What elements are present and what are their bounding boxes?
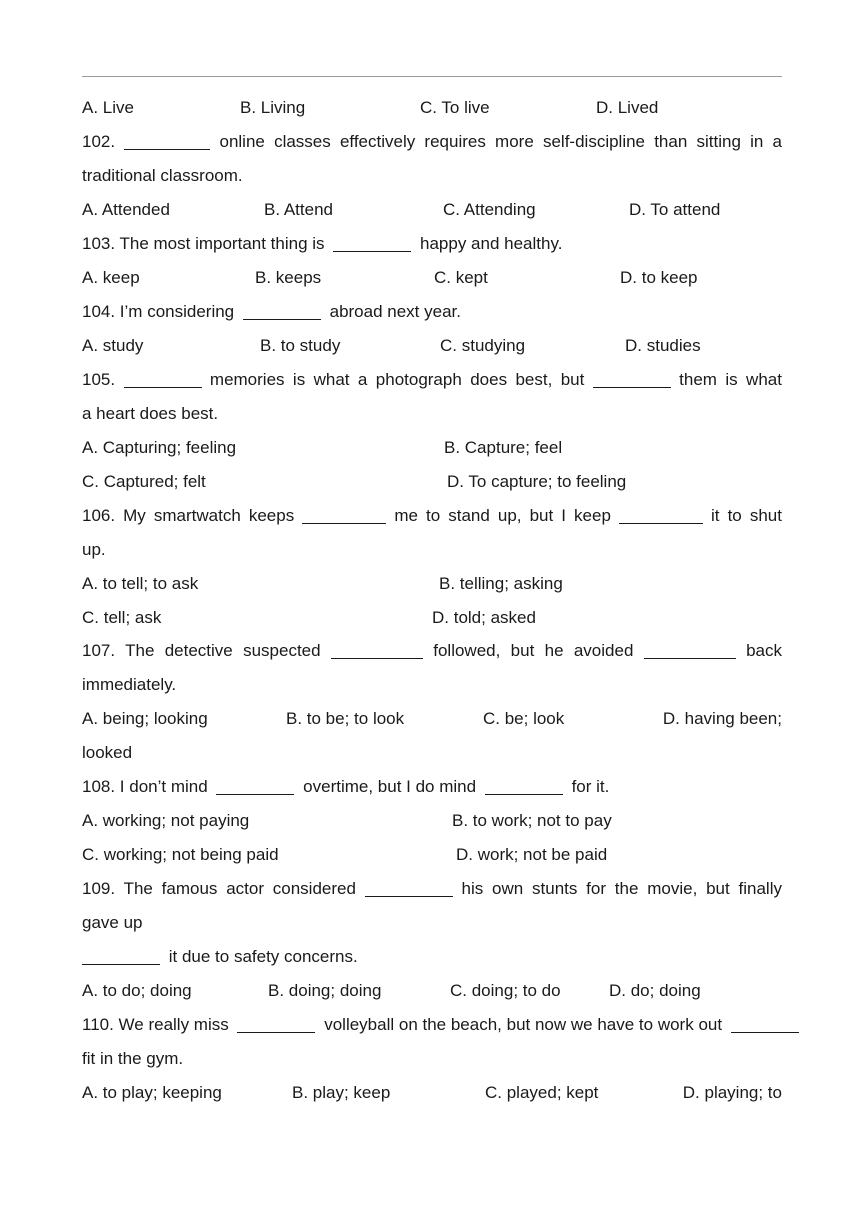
q102-option-b: B. Attend	[264, 200, 333, 219]
q109-text-after: his own stunts for the movie, but finally	[461, 879, 782, 898]
q110-question-line2: fit in the gym.	[82, 1049, 184, 1068]
q102-option-c: C. Attending	[443, 200, 536, 219]
q107-option-d-wrap: looked	[82, 743, 133, 762]
q107-option-a: A. being; looking	[82, 709, 208, 728]
q102-question-line2: traditional classroom.	[82, 166, 243, 185]
q109-text-line3: it due to safety concerns.	[168, 947, 358, 966]
q104-option-d: D. studies	[625, 336, 701, 355]
q108-option-b: B. to work; not to pay	[452, 811, 612, 830]
q108-option-a: A. working; not paying	[82, 811, 250, 830]
q104-options	[82, 329, 782, 363]
q106-option-c: C. tell; ask	[82, 608, 162, 627]
q106-question	[82, 499, 782, 533]
q105-options-row2	[82, 465, 782, 499]
q105-option-c: C. Captured; felt	[82, 472, 206, 491]
q110-blank-1[interactable]	[237, 1012, 315, 1033]
q108-text-after: for it.	[571, 777, 610, 796]
q104-option-b: B. to study	[260, 336, 341, 355]
q105-blank-1[interactable]	[124, 367, 202, 388]
q107-option-d: D. having been;	[662, 709, 782, 728]
q110-option-d: D. playing; to	[682, 1083, 782, 1102]
q107-blank-1[interactable]	[331, 638, 423, 659]
q108-blank-1[interactable]	[216, 774, 294, 795]
q109-option-c: C. doing; to do	[450, 981, 561, 1000]
q107-text-middle: followed, but he avoided	[433, 641, 634, 660]
q110-options	[82, 1076, 782, 1110]
q106-text-before: 106. My smartwatch keeps	[82, 506, 295, 525]
q103-option-c: C. kept	[434, 268, 488, 287]
q110-option-a: A. to play; keeping	[82, 1083, 222, 1102]
q109-option-b: B. doing; doing	[268, 981, 382, 1000]
q105-option-b: B. Capture; feel	[444, 438, 563, 457]
q102-text: online classes effectively requires more self-discipline than sitting in a	[219, 132, 782, 151]
q102-number: 102.	[82, 132, 116, 151]
q106-option-b: B. telling; asking	[439, 574, 563, 593]
q106-option-a: A. to tell; to ask	[82, 574, 199, 593]
q107-option-b: B. to be; to look	[286, 709, 405, 728]
q107-text-after: back	[746, 641, 782, 660]
q106-blank-1[interactable]	[302, 503, 386, 524]
q103-text-after: happy and healthy.	[420, 234, 563, 253]
q105-options-row1	[82, 431, 782, 465]
q106-option-d: D. told; asked	[432, 608, 536, 627]
q101-option-c: C. To live	[420, 98, 490, 117]
q102-question	[82, 125, 782, 159]
q110-option-c: C. played; kept	[485, 1083, 599, 1102]
q107-blank-2[interactable]	[644, 638, 736, 659]
q105-option-d: D. To capture; to feeling	[447, 472, 627, 491]
q109-question-line3	[82, 940, 782, 974]
q106-text-after: it to shut	[711, 506, 782, 525]
q107-option-c: C. be; look	[483, 709, 565, 728]
q110-blank-2[interactable]	[731, 1012, 799, 1033]
q108-option-c: C. working; not being paid	[82, 845, 279, 864]
q108-question	[82, 770, 782, 804]
q102-option-a: A. Attended	[82, 200, 170, 219]
q105-text-middle: memories is what a photograph does best, but	[209, 370, 585, 389]
q101-options	[82, 91, 782, 125]
q103-blank[interactable]	[333, 231, 411, 252]
q110-text-middle: volleyball on the beach, but now we have to work out	[324, 1015, 723, 1034]
q108-blank-2[interactable]	[485, 774, 563, 795]
q107-question	[82, 634, 782, 668]
q102-option-d: D. To attend	[629, 200, 721, 219]
q104-blank[interactable]	[243, 299, 321, 320]
q106-blank-2[interactable]	[619, 503, 703, 524]
q106-options-row2	[82, 601, 782, 635]
q105-number: 105.	[82, 370, 116, 389]
q108-text-middle: overtime, but I do mind	[303, 777, 477, 796]
q108-option-d: D. work; not be paid	[456, 845, 608, 864]
q103-options	[82, 261, 782, 295]
q102-options	[82, 193, 782, 227]
q106-question-line2: up.	[82, 540, 106, 559]
q109-blank-1[interactable]	[365, 876, 453, 897]
q106-text-middle: me to stand up, but I keep	[394, 506, 611, 525]
q104-question	[82, 295, 782, 329]
q104-option-a: A. study	[82, 336, 144, 355]
q108-options-row1	[82, 804, 782, 838]
q110-question	[82, 1008, 832, 1042]
q103-option-b: B. keeps	[255, 268, 322, 287]
q107-options	[82, 702, 782, 736]
q101-option-d: D. Lived	[596, 98, 659, 117]
q109-blank-2[interactable]	[82, 944, 160, 965]
q103-question	[82, 227, 782, 261]
q109-question	[82, 872, 782, 906]
q105-question-line2: a heart does best.	[82, 404, 219, 423]
q107-text-before: 107. The detective suspected	[82, 641, 321, 660]
q103-text-before: 103. The most important thing is	[82, 234, 325, 253]
q104-option-c: C. studying	[440, 336, 526, 355]
q105-blank-2[interactable]	[593, 367, 671, 388]
q108-options-row2	[82, 838, 782, 872]
q101-option-a: A. Live	[82, 98, 134, 117]
q109-question-line2: gave up	[82, 913, 143, 932]
q101-option-b: B. Living	[240, 98, 306, 117]
q104-text-after: abroad next year.	[329, 302, 461, 321]
header-rule	[82, 76, 782, 77]
q103-option-a: A. keep	[82, 268, 140, 287]
q104-text-before: 104. I’m considering	[82, 302, 235, 321]
q108-text-before: 108. I don’t mind	[82, 777, 208, 796]
q107-question-line2: immediately.	[82, 675, 177, 694]
q105-question	[82, 363, 782, 397]
q105-option-a: A. Capturing; feeling	[82, 438, 237, 457]
q109-text-before: 109. The famous actor considered	[82, 879, 356, 898]
q103-option-d: D. to keep	[620, 268, 698, 287]
q109-option-a: A. to do; doing	[82, 981, 192, 1000]
q102-blank[interactable]	[124, 129, 210, 150]
q110-text-before: 110. We really miss	[82, 1015, 229, 1034]
q110-option-b: B. play; keep	[292, 1083, 391, 1102]
q109-option-d: D. do; doing	[609, 981, 701, 1000]
q109-options	[82, 974, 782, 1008]
q105-text-after: them is what	[679, 370, 782, 389]
q106-options-row1	[82, 567, 782, 601]
